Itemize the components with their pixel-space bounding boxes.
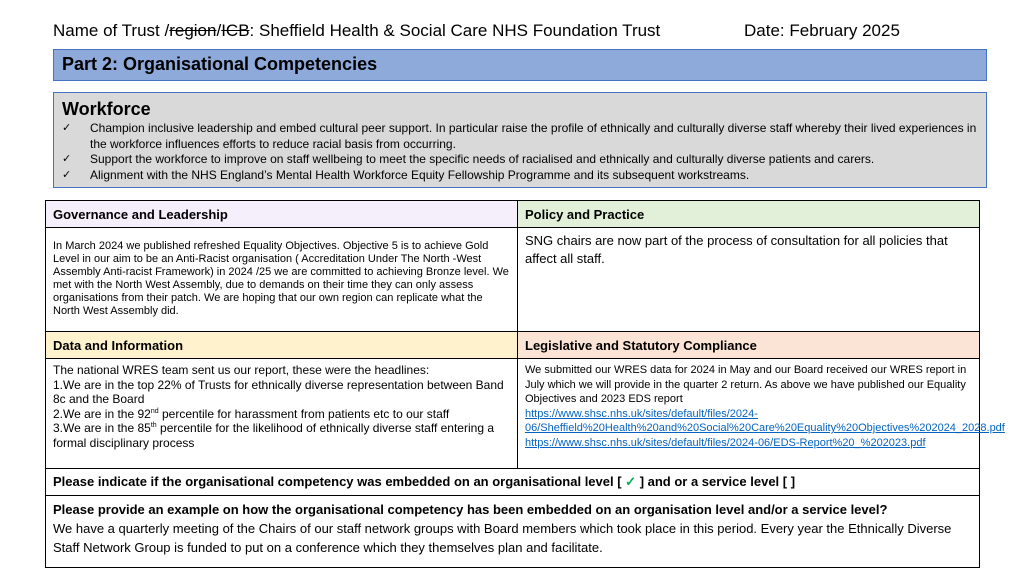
checkmark-icon: ✓ <box>625 474 637 489</box>
trust-prefix: Name of Trust / <box>53 21 170 40</box>
data-item: 3.We are in the 85th percentile for the likelihood of ethnically diverse staff entering a formal disciplinary process <box>53 421 494 450</box>
workforce-item: ✓ Support the workforce to improve on staff wellbeing to meet the specific needs of racialised and ethnically and culturally diverse patients and carers. <box>62 152 875 166</box>
governance-text: In March 2024 we published refreshed Equality Objectives. Objective 5 is to achieve Gold Level in our aim to be an Anti-Racist organisation ( Accreditation Under The North -West Assembly Anti-racist Framework) in 2024 /25 we are committed to achieving Bronze level. We met with the North West Assembly, due to demands on their time they can only assess organisations from their patch. We are hoping that our own region can replicate what the North West Assembly did. <box>46 228 518 332</box>
report-date: Date: February 2025 <box>744 21 900 40</box>
legislative-text <box>518 359 1005 469</box>
equality-objectives-link[interactable]: https://www.shsc.nhs.uk/sites/default/files/2024-06/Sheffield%20Health%20and%20Social%20Care%20Equality%20Objectives%202024_2028.pdf <box>525 407 1005 434</box>
data-text <box>46 359 518 469</box>
workforce-title: Workforce <box>62 99 151 119</box>
policy-text: SNG chairs are now part of the process of consultation for all policies that affect all staff. <box>518 228 980 332</box>
checkmark-icon: ✓ <box>62 122 72 134</box>
workforce-box <box>53 92 987 188</box>
workforce-list <box>62 121 978 183</box>
example-answer: We have a quarterly meeting of the Chairs of our staff network groups with Board members which took place in this period. Every year the Ethnically Diverse Staff Network Group is funded to put on a conference which they themselves plan and facilitate. <box>53 521 952 555</box>
embedded-level-question: Please indicate if the organisational competency was embedded on an organisational level [ ✓ ] and or a service level [ ] <box>46 469 980 496</box>
example-question: Please provide an example on how the organisational competency has been embedded on an organisation level and/or a service level? <box>53 502 888 517</box>
legislative-heading: Legislative and Statutory Compliance <box>518 332 980 359</box>
data-heading: Data and Information <box>46 332 518 359</box>
data-item: 2.We are in the 92nd percentile for harassment from patients etc to our staff <box>53 406 450 421</box>
data-intro: The national WRES team sent us our report, these were the headlines: <box>53 363 430 377</box>
workforce-item: ✓ Champion inclusive leadership and embed cultural peer support. In particular raise the profile of ethnically and culturally diverse staff whereby their lived experiences in the workforce influences efforts to reduce racial basis from occurring. <box>62 121 977 151</box>
trust-name-heading <box>53 21 660 41</box>
checkmark-icon: ✓ <box>62 153 72 165</box>
eds-report-link[interactable]: https://www.shsc.nhs.uk/sites/default/files/2024-06/EDS-Report%20_%202023.pdf <box>525 436 926 449</box>
data-item: 1.We are in the top 22% of Trusts for ethnically diverse representation between Band 8c and the Board <box>53 377 504 406</box>
legislative-body: We submitted our WRES data for 2024 in May and our Board received our WRES report in July which we will provide in the quarter 2 return. As above we have published our Equality Objectives and 2023 EDS report <box>525 364 967 405</box>
trust-name: : Sheffield Health & Social Care NHS Foundation Trust <box>249 21 661 40</box>
section-banner: Part 2: Organisational Competencies <box>53 49 987 81</box>
competency-table <box>45 200 1005 568</box>
example-cell <box>46 496 980 568</box>
checkmark-icon: ✓ <box>62 168 72 181</box>
struck-region: region <box>169 21 217 40</box>
governance-heading: Governance and Leadership <box>46 201 518 228</box>
workforce-item: ✓ Alignment with the NHS England’s Mental Health Workforce Equity Fellowship Programme and its subsequent workstreams. <box>62 167 750 182</box>
policy-heading: Policy and Practice <box>518 201 980 228</box>
slash: / <box>216 21 222 40</box>
struck-icb: ICB <box>221 21 250 40</box>
